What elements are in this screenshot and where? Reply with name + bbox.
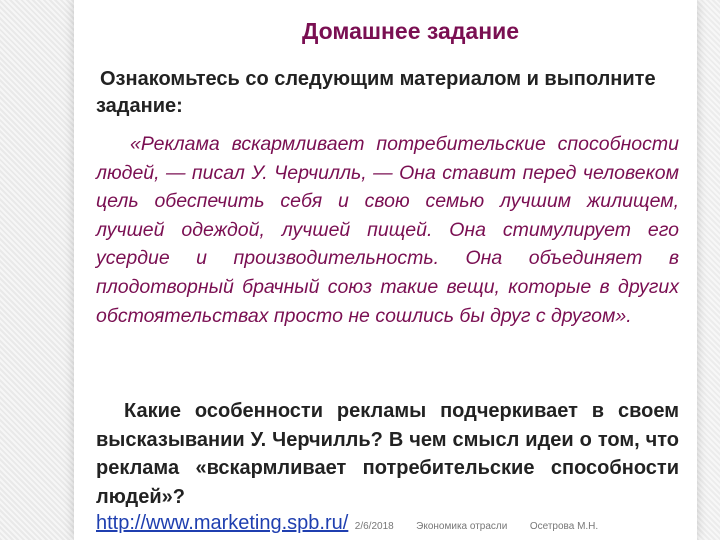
footer-course: Экономика отрасли [416, 521, 508, 532]
slide-card [74, 0, 697, 540]
slide-title: Домашнее задание [301, 18, 520, 44]
intro-text: Ознакомьтесь со следующим материалом и выполните задание: [96, 68, 656, 117]
slide-footer [96, 512, 696, 536]
assignment-question: Какие особенности рекламы подчеркивает в своем высказывании У. Черчилль? В чем смысл идеи о том, что реклама «вскармливает потребительские способности людей»? [96, 400, 679, 508]
churchill-quote: «Реклама вскармливает потребительские способности людей, — писал У. Черчилль, — Она ставит перед человеком цель обеспечить себя и свою семью лучшим жилищем, лучшей одеждой, лучшей пищей. Она стимулирует его усердие и производительность. Она объединяет в плодотворный брачный союз такие вещи, которые в других обстоятельствах просто не сошлись бы друг с другом». [96, 133, 679, 327]
footer-author: Осетрова М.Н. [529, 521, 599, 532]
marketing-link[interactable]: http://www.marketing.spb.ru/ [96, 512, 349, 534]
footer-date: 2/6/2018 [354, 521, 394, 532]
